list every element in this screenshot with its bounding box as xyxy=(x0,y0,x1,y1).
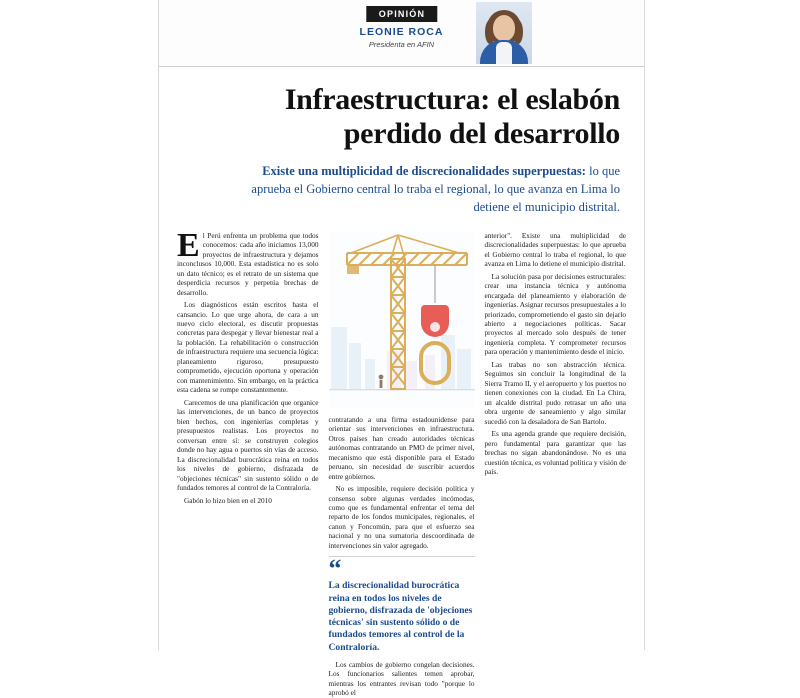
construction-crane-illustration xyxy=(329,231,475,409)
paragraph: Los cambios de gobierno congelan decisiones. Los funcionarios salientes temen aprobar, mientras los entrantes revisan todo "porque lo aprobó el xyxy=(328,660,475,698)
standfirst-rest: lo que aprueba el Gobierno central lo traba el regional, lo que avanza en Lima lo detiene el municipio distrital. xyxy=(251,164,620,214)
paragraph-text: l Perú enfrenta un problema que todos conocemos: cada año iniciamos 13,000 proyectos de infraestructura y dejamos inconclusos 10,000. Esta estadística no es solo un dato técnico; es el retrato de un sistema que desperdicia recursos y perpetúa brechas de desarrollo. xyxy=(177,230,319,297)
section-tag: OPINIÓN xyxy=(366,6,437,22)
paragraph: La solución pasa por decisiones estructurales: crear una instancia técnica y autónoma encargada del planeamiento y elaboración de ingenierías. Asignar recursos presupuestales a lo priorizado, comprometiendo el gasto sin dejarlo abierto a negociaciones políticas. Sacar proyectos al mercado solo después de tener ingeniería completa. Y comprometer recursos para operación y mantenimiento desde el inicio. xyxy=(484,271,626,357)
paragraph: No es imposible, requiere decisión política y consenso sobre algunas verdades incómodas, como que es fundamental enfrentar el tema del reparto de los fondos municipales, regionales, el canon y Foncomún, para que el esfuerzo sea nacional y no una sumatoria descoordinada de intervenciones sin valor agregado. xyxy=(328,484,475,550)
article-body xyxy=(159,217,644,698)
paragraph: contratando a una firma estadounidense para orientar sus intervenciones en infraestructura. Otros países han creado autoridades técnicas autónomas contratando un PMO de primer nivel, mecanismo que está disponible para el Estado peruano, sin necesidad de suscribir acuerdos entre gobiernos. xyxy=(328,414,475,481)
article-standfirst xyxy=(159,151,644,216)
paragraph: Es una agenda grande que requiere decisión, pero fundamental para garantizar que las brechas no sigan abandonándose. No es una cuestión técnica, es voluntad política y visión de país. xyxy=(484,429,626,477)
headline-line-2: perdido del desarrollo xyxy=(343,117,620,151)
article-column-1 xyxy=(177,226,319,653)
article-headline xyxy=(159,67,644,151)
article-sheet xyxy=(158,0,645,698)
paragraph xyxy=(177,226,319,297)
author-portrait-photo xyxy=(476,2,532,64)
paragraph: Carecemos de una planificación que organice las intervenciones, de un banco de proyectos bien hechos, con ingenierías completas y presupuestos realistas. Los proyectos no conversan entre sí: se construyen colegios donde no hay agua o puertos sin vías de acceso. La discrecionalidad burocrática reina en todos los niveles de gobierno, disfrazada de "objeciones técnicas" sin sustento sólido o de fundados temores al control de la Contraloría. xyxy=(177,397,319,493)
paragraph: anterior". Existe una multiplicidad de discrecionalidades superpuestas: lo que aprueba el Gobierno central lo traba el regional, lo que avanza en Lima lo detiene el municipio distrital. xyxy=(484,230,626,269)
paragraph: Gabón lo hizo bien en el 2010 xyxy=(184,495,272,505)
headline-line-1: Infraestructura: el eslabón xyxy=(284,83,620,116)
pull-quote xyxy=(329,556,475,654)
article-column-2 xyxy=(328,231,475,698)
quote-mark-icon: “ xyxy=(328,554,342,584)
standfirst-lead: Existe una multiplicidad de discrecionalidades superpuestas: xyxy=(262,164,586,179)
paragraph: Las trabas no son abstracción técnica. Seguimos sin concluir la longitudinal de la Sierra Tramo II, y el aeropuerto y los puertos no tienen conexiones con la ciudad. En La Chira, un alcalde distrital pudo retrasar un año una obra urgente de saneamiento y algo similar sucedió con la desaladora de San Bartolo. xyxy=(484,359,626,426)
author-role: Presidenta en AFIN xyxy=(368,40,435,49)
article-column-3 xyxy=(485,231,627,653)
paragraph: Los diagnósticos están escritos hasta el cansancio. Lo que urge ahora, de cara a un nuevo ciclo electoral, es discutir propuestas concretas para despegar y llevar bienestar real a la población. La rehabilitación o construcción de infraestructura requiere una secuencia lógica: planeamiento riguroso, presupuesto comprometido, ejecución oportuna y operación con mantenimiento. Sin embargo, en la práctica esta cadena se rompe constantemente. xyxy=(177,300,319,395)
drop-cap: E xyxy=(177,226,200,264)
pull-quote-text: La discrecionalidad burocrática reina en todos los niveles de gobierno, disfrazada de 'objeciones técnicas' sin sustento sólido o de fundados temores al control de la Contraloría. xyxy=(328,580,473,653)
masthead xyxy=(159,0,644,67)
portrait-shirt xyxy=(496,42,512,64)
author-name: LEONIE ROCA xyxy=(359,26,444,38)
